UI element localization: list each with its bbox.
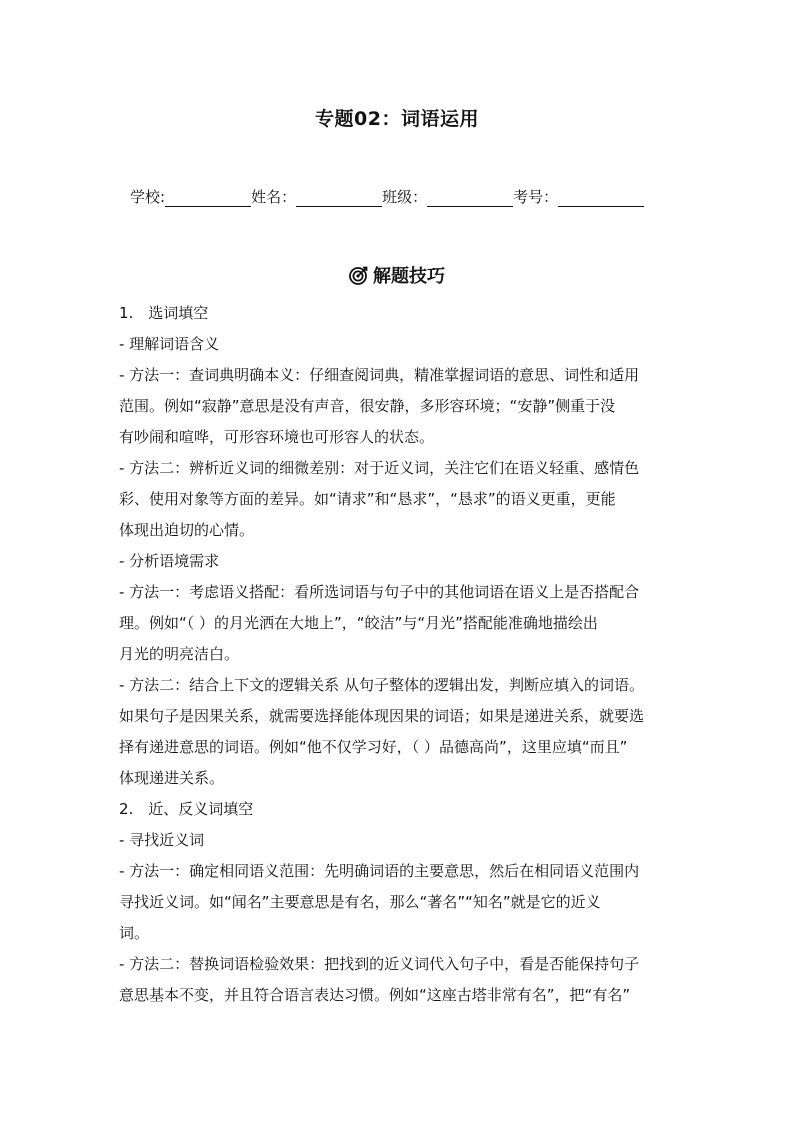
text-line: 寻找近义词。如“闻名”主要意思是有名，那么“著名”“知名”就是它的近义 (119, 893, 601, 911)
number-blank (558, 192, 644, 207)
text-line: 2. 近、反义词填空 (119, 800, 254, 818)
text-line: - 方法二：替换词语检验效果：把找到的近义词代入句子中，看是否能保持句子 (119, 955, 640, 973)
text-line: - 方法二：辨析近义词的细微差别：对于近义词，关注它们在语义轻重、感情色 (119, 459, 640, 477)
text-line: - 方法二：结合上下文的逻辑关系 从句子整体的逻辑出发，判断应填入的词语。 (119, 676, 644, 694)
school-label: 学校: (130, 188, 166, 206)
text-line: - 方法一：考虑语义搭配：看所选词语与句子中的其他词语在语义上是否搭配合 (119, 583, 640, 601)
text-line: 范围。例如“寂静”意思是没有声音，很安静，多形容环境；“安静”侧重于没 (119, 397, 616, 415)
number-label: 考号： (513, 188, 559, 206)
text-line: 月光的明亮洁白。 (119, 645, 240, 663)
text-line: 体现递进关系。 (119, 769, 225, 787)
text-line: 有吵闹和喧哗，可形容环境也可形容人的状态。 (119, 428, 435, 446)
name-label: 姓名： (251, 188, 297, 206)
student-info-row (130, 186, 644, 207)
text-line: - 方法一：查词典明确本义：仔细查阅词典，精准掌握词语的意思、词性和适用 (119, 366, 640, 384)
class-blank (427, 192, 513, 207)
section-title: 解题技巧 (373, 266, 445, 287)
school-blank (165, 192, 251, 207)
text-line: - 理解词语含义 (119, 335, 220, 353)
text-line: 1. 选词填空 (119, 304, 209, 322)
text-line: 择有递进意思的词语。例如“他不仅学习好，（ ）品德高尚”，这里应填“而且” (119, 738, 628, 756)
target-icon (349, 265, 369, 285)
section-heading (0, 262, 794, 288)
text-line: 彩、使用对象等方面的差异。如“请求”和“恳求”，“恳求”的语义更重，更能 (119, 490, 616, 508)
text-line: 如果句子是因果关系，就需要选择能体现因果的词语；如果是递进关系，就要选 (119, 707, 645, 725)
text-line: - 方法一：确定相同语义范围：先明确词语的主要意思，然后在相同语义范围内 (119, 862, 640, 880)
page-title: 专题02：词语运用 (315, 108, 479, 130)
text-line: - 分析语境需求 (119, 552, 220, 570)
class-label: 班级： (382, 188, 428, 206)
text-line: 意思基本不变，并且符合语言表达习惯。例如“这座古塔非常有名”，把“有名” (119, 986, 631, 1004)
text-line: 体现出迫切的心情。 (119, 521, 255, 539)
tips-content (119, 298, 679, 1011)
text-line: 词。 (119, 924, 150, 942)
text-line: - 寻找近义词 (119, 831, 205, 849)
text-line: 理。例如“（ ）的月光洒在大地上”，“皎洁”与“月光”搭配能准确地描绘出 (119, 614, 598, 632)
name-blank (296, 192, 382, 207)
